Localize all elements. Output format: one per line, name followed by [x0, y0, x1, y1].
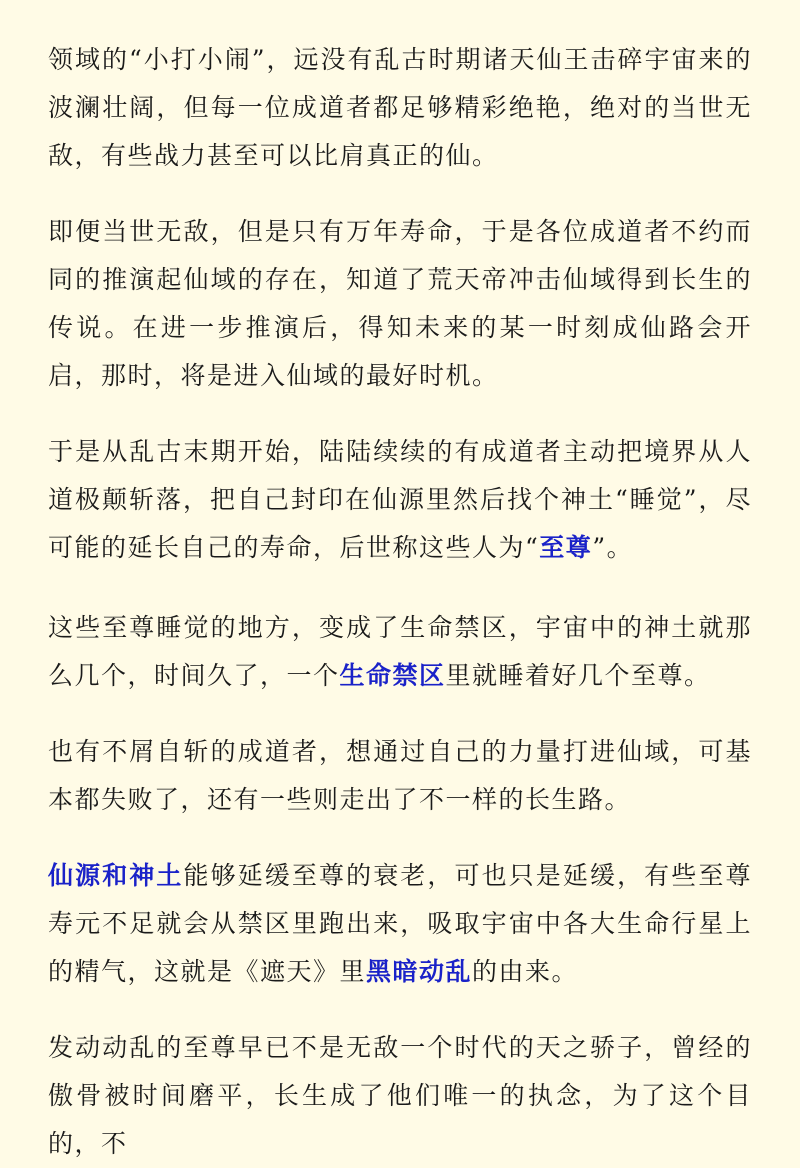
paragraph-text: 里就睡着好几个至尊。 [445, 661, 711, 690]
paragraph-text: 发动动乱的至尊早已不是无敌一个时代的天之骄子，曾经的傲骨被时间磨平，长生成了他们唯一的执念，为了这个目的，不 [48, 1033, 752, 1158]
paragraph-text: 的由来。 [472, 957, 579, 986]
paragraph-text: 这些至尊睡觉的地方，变成了生命禁区，宇宙中的神土就那么几个，时间久了，一个 [48, 613, 752, 690]
paragraph-text: 能够延缓至尊的衰老，可也只是延缓，有些至尊寿元不足就会从禁区里跑出来，吸取宇宙中各大生命行星上的精气，这就是《遮天》里 [48, 861, 752, 986]
paragraph [48, 852, 752, 996]
paragraph [48, 1024, 752, 1168]
highlight-term-zhizun: 至尊 [539, 533, 593, 562]
paragraph [48, 604, 752, 700]
highlight-term-forbidden-zone: 生命禁区 [339, 661, 446, 690]
paragraph [48, 728, 752, 824]
paragraph-text: ”。 [592, 533, 634, 562]
paragraph-text: 领域的“小打小闹”，远没有乱古时期诸天仙王击碎宇宙来的波澜壮阔，但每一位成道者都足够精彩绝艳，绝对的当世无敌，有些战力甚至可以比肩真正的仙。 [48, 45, 752, 170]
paragraph [48, 428, 752, 572]
paragraph [48, 36, 752, 180]
paragraph [48, 208, 752, 400]
highlight-term-dark-turmoil: 黑暗动乱 [366, 957, 473, 986]
paragraph-text: 也有不屑自斩的成道者，想通过自己的力量打进仙域，可基本都失败了，还有一些则走出了不一样的长生路。 [48, 737, 752, 814]
paragraph-text: 于是从乱古末期开始，陆陆续续的有成道者主动把境界从人道极颠斩落，把自己封印在仙源里然后找个神土“睡觉”，尽可能的延长自己的寿命，后世称这些人为“ [48, 437, 752, 562]
paragraph-text: 即便当世无敌，但是只有万年寿命，于是各位成道者不约而同的推演起仙域的存在，知道了荒天帝冲击仙域得到长生的传说。在进一步推演后，得知未来的某一时刻成仙路会开启，那时，将是进入仙域的最好时机。 [48, 217, 752, 390]
highlight-term-immortal-source: 仙源和神土 [48, 861, 184, 890]
